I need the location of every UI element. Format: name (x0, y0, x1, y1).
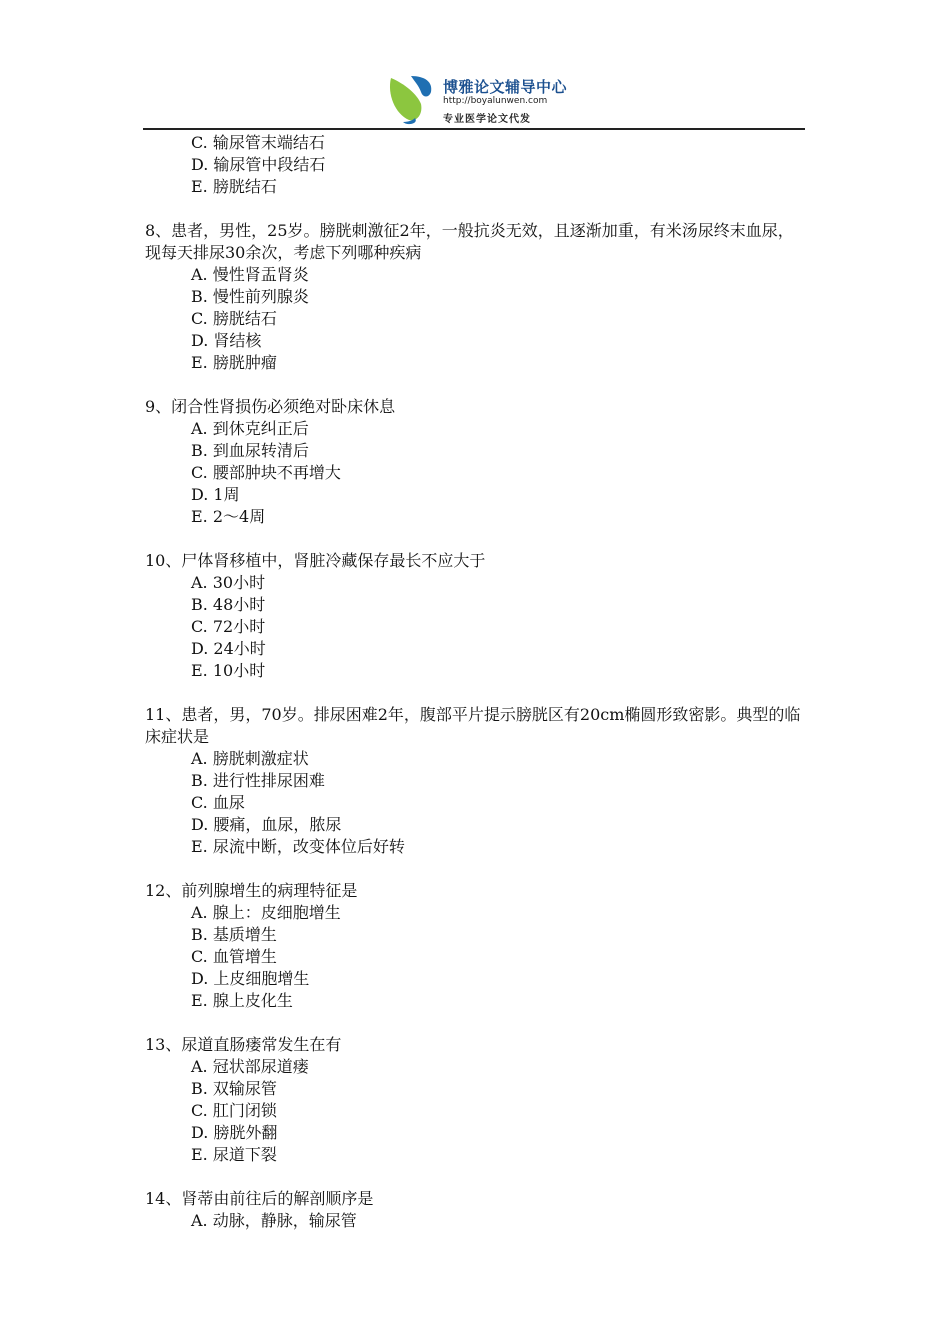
option: C. 肛门闭锁 (191, 1101, 277, 1120)
option: E. 10小时 (191, 661, 266, 680)
option: B. 慢性前列腺炎 (191, 287, 309, 306)
question-stem: 9、闭合性肾损伤必须绝对卧床休息 (145, 397, 396, 416)
option: C. 72小时 (191, 617, 266, 636)
option: A. 膀胱刺激症状 (191, 749, 309, 768)
logo-title: 博雅论文辅导中心 (443, 78, 568, 96)
question-13 (145, 1034, 807, 1166)
option: E. 尿道下裂 (191, 1145, 277, 1164)
question-8 (145, 220, 807, 374)
option: B. 到血尿转清后 (191, 441, 309, 460)
question-10 (145, 550, 807, 682)
option: A. 腺上：皮细胞增生 (191, 903, 341, 922)
option: D. 1周 (191, 485, 240, 504)
option: D. 输尿管中段结石 (191, 155, 326, 174)
continued-question (145, 132, 807, 198)
option: E. 膀胱肿瘤 (191, 353, 277, 372)
option: D. 24小时 (191, 639, 266, 658)
option: D. 上皮细胞增生 (191, 969, 310, 988)
option: E. 2～4周 (191, 507, 266, 526)
option: C. 输尿管末端结石 (191, 133, 325, 152)
option: C. 腰部肿块不再增大 (191, 463, 341, 482)
logo (385, 74, 568, 126)
question-stem: 10、尸体肾移植中，肾脏冷藏保存最长不应大于 (145, 551, 486, 570)
option: A. 30小时 (191, 573, 266, 592)
option: B. 基质增生 (191, 925, 277, 944)
logo-url[interactable]: http://boyalunwen.com (443, 96, 548, 106)
option: C. 膀胱结石 (191, 309, 277, 328)
option: E. 尿流中断，改变体位后好转 (191, 837, 405, 856)
option: E. 膀胱结石 (191, 177, 277, 196)
option: B. 48小时 (191, 595, 266, 614)
question-14 (145, 1188, 807, 1232)
option: A. 慢性肾盂肾炎 (191, 265, 309, 284)
header-divider (143, 128, 805, 130)
question-12 (145, 880, 807, 1012)
question-stem: 8、患者，男性，25岁。膀胱刺激征2年，一般抗炎无效，且逐渐加重，有米汤尿终末血尿，现每天排尿30余次，考虑下列哪种疾病 (145, 221, 794, 262)
question-list (145, 132, 807, 1254)
option: A. 冠状部尿道瘘 (191, 1057, 309, 1076)
option: D. 腰痛，血尿，脓尿 (191, 815, 342, 834)
question-9 (145, 396, 807, 528)
page-header (0, 0, 950, 135)
option: D. 膀胱外翻 (191, 1123, 278, 1142)
question-stem: 12、前列腺增生的病理特征是 (145, 881, 358, 900)
option: D. 肾结核 (191, 331, 262, 350)
option: C. 血管增生 (191, 947, 277, 966)
logo-mark-icon (385, 74, 437, 126)
option: A. 到休克纠正后 (191, 419, 309, 438)
option: A. 动脉，静脉，输尿管 (191, 1211, 357, 1230)
option: B. 双输尿管 (191, 1079, 277, 1098)
question-stem: 14、肾蒂由前往后的解剖顺序是 (145, 1189, 374, 1208)
question-11 (145, 704, 807, 858)
logo-tagline: 专业医学论文代发 (443, 114, 531, 125)
option: E. 腺上皮化生 (191, 991, 293, 1010)
option: C. 血尿 (191, 793, 245, 812)
question-stem: 13、尿道直肠瘘常发生在有 (145, 1035, 342, 1054)
option: B. 进行性排尿困难 (191, 771, 325, 790)
question-stem: 11、患者，男，70岁。排尿困难2年，腹部平片提示膀胱区有20cm椭圆形致密影。典型的临床症状是 (145, 705, 801, 746)
